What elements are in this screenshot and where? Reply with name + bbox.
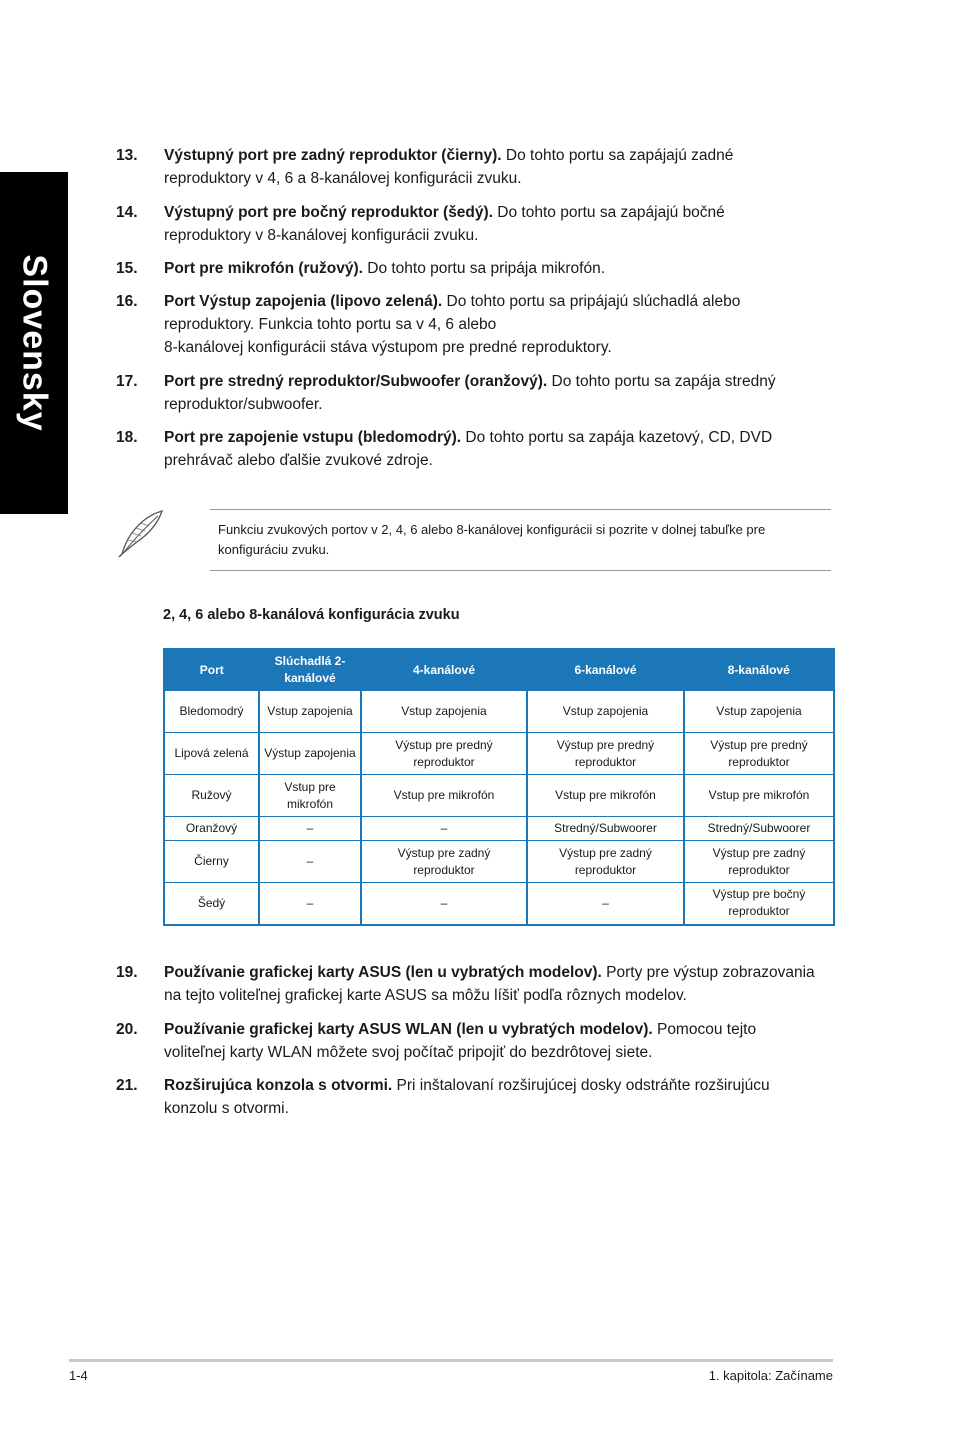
- table-cell: Čierny: [164, 841, 259, 883]
- table-cell: Stredný/Subwoorer: [527, 817, 684, 841]
- table-cell: –: [259, 883, 361, 925]
- table-cell: –: [259, 841, 361, 883]
- list-item-15: [116, 257, 816, 280]
- table-cell: Vstup zapojenia: [259, 691, 361, 733]
- table-cell: –: [527, 883, 684, 925]
- item-text: Do tohto portu sa zapája kazetový, CD, DVD prehrávač alebo ďalšie zvukové zdroje.: [164, 429, 773, 469]
- item-text: Pri inštalovaní rozširujúcej dosky odstráňte rozširujúcu konzolu s otvormi.: [164, 1077, 770, 1117]
- header-2ch: Slúchadlá 2-kanálové: [259, 649, 361, 691]
- list-item-19: [116, 961, 816, 1007]
- table-cell: Vstup zapojenia: [684, 691, 834, 733]
- table-row: [164, 883, 834, 925]
- table-cell: Výstup pre predný reproduktor: [527, 733, 684, 775]
- header-6ch: 6-kanálové: [527, 649, 684, 691]
- header-4ch: 4-kanálové: [361, 649, 527, 691]
- item-title: Port pre stredný reproduktor/Subwoofer (oranžový).: [164, 373, 548, 390]
- item-title: Používanie grafickej karty ASUS WLAN (len u vybratých modelov).: [164, 1021, 653, 1038]
- table-cell: Výstup pre zadný reproduktor: [684, 841, 834, 883]
- header-port: Port: [164, 649, 259, 691]
- table-cell: –: [361, 883, 527, 925]
- language-side-tab: [0, 172, 68, 514]
- table-cell: Ružový: [164, 775, 259, 817]
- table-cell: Vstup zapojenia: [361, 691, 527, 733]
- page-number: 1-4: [69, 1368, 88, 1383]
- table-cell: Výstup zapojenia: [259, 733, 361, 775]
- item-text-line2: 8-kanálovej konfigurácii stáva výstupom pre predné reproduktory.: [164, 339, 612, 356]
- list-item-13: [116, 144, 816, 190]
- item-title: Port pre mikrofón (ružový).: [164, 260, 363, 277]
- table-cell: Vstup pre mikrofón: [527, 775, 684, 817]
- table-cell: Vstup pre mikrofón: [361, 775, 527, 817]
- table-cell: Vstup pre mikrofón: [259, 775, 361, 817]
- list-item-17: [116, 370, 816, 416]
- list-item-20: [116, 1018, 816, 1064]
- item-text: Pomocou tejto voliteľnej karty WLAN môžete svoj počítač pripojiť do bezdrôtovej siete.: [164, 1021, 757, 1061]
- audio-config-table: [163, 648, 835, 926]
- item-number: 15.: [116, 260, 138, 277]
- chapter-title: 1. kapitola: Začíname: [708, 1368, 833, 1383]
- feather-pen-icon: [114, 509, 166, 559]
- table-cell: Výstup pre zadný reproduktor: [361, 841, 527, 883]
- list-item-16: [116, 290, 816, 359]
- table-cell: Bledomodrý: [164, 691, 259, 733]
- item-title: Rozširujúca konzola s otvormi.: [164, 1077, 393, 1094]
- table-cell: Oranžový: [164, 817, 259, 841]
- table-cell: –: [361, 817, 527, 841]
- item-title: Výstupný port pre bočný reproduktor (šedý).: [164, 204, 493, 221]
- table-cell: Výstup pre predný reproduktor: [684, 733, 834, 775]
- table-cell: Vstup zapojenia: [527, 691, 684, 733]
- table-cell: Výstup pre zadný reproduktor: [527, 841, 684, 883]
- item-title: Používanie grafickej karty ASUS (len u vybratých modelov).: [164, 964, 602, 981]
- item-text: Porty pre výstup zobrazovania na tejto voliteľnej grafickej karte ASUS sa môžu líšiť podľa rôznych modelov.: [164, 964, 815, 1004]
- item-number: 16.: [116, 293, 138, 310]
- item-number: 20.: [116, 1021, 138, 1038]
- item-text: Do tohto portu sa pripájajú slúchadlá alebo reproduktory. Funkcia tohto portu sa v 4, 6 alebo: [164, 293, 741, 333]
- item-number: 19.: [116, 964, 138, 981]
- table-row: [164, 841, 834, 883]
- note-box: [210, 509, 831, 571]
- item-title: Port Výstup zapojenia (lipovo zelená).: [164, 293, 443, 310]
- list-item-21: [116, 1074, 816, 1120]
- table-title: 2, 4, 6 alebo 8-kanálová konfigurácia zvuku: [163, 607, 460, 623]
- table-cell: Vstup pre mikrofón: [684, 775, 834, 817]
- table-cell: –: [259, 817, 361, 841]
- item-text: Do tohto portu sa zapája stredný reproduktor/subwoofer.: [164, 373, 776, 413]
- table-row: [164, 775, 834, 817]
- table-row: [164, 817, 834, 841]
- item-text: Do tohto portu sa pripája mikrofón.: [362, 260, 606, 277]
- table-cell: Výstup pre bočný reproduktor: [684, 883, 834, 925]
- header-8ch: 8-kanálové: [684, 649, 834, 691]
- item-number: 14.: [116, 204, 138, 221]
- list-item-14: [116, 201, 816, 247]
- item-number: 17.: [116, 373, 138, 390]
- table-header-row: [164, 649, 834, 691]
- item-text: Do tohto portu sa zapájajú zadné reproduktory v 4, 6 a 8-kanálovej konfigurácii zvuku.: [164, 147, 734, 187]
- item-number: 18.: [116, 429, 138, 446]
- item-text: Do tohto portu sa zapájajú bočné reproduktory v 8-kanálovej konfigurácii zvuku.: [164, 204, 725, 244]
- table-cell: Lipová zelená: [164, 733, 259, 775]
- item-number: 21.: [116, 1077, 138, 1094]
- table-cell: Výstup pre predný reproduktor: [361, 733, 527, 775]
- footer-divider: [69, 1359, 833, 1362]
- table-cell: Šedý: [164, 883, 259, 925]
- language-label: Slovensky: [15, 254, 54, 432]
- table-cell: Stredný/Subwoorer: [684, 817, 834, 841]
- item-title: Port pre zapojenie vstupu (bledomodrý).: [164, 429, 462, 446]
- item-number: 13.: [116, 147, 138, 164]
- list-item-18: [116, 426, 816, 472]
- table-row: [164, 691, 834, 733]
- note-text: Funkciu zvukových portov v 2, 4, 6 alebo 8-kanálovej konfigurácii si pozrite v dolnej tabuľke pre konfiguráciu zvuku.: [218, 522, 766, 557]
- table-row: [164, 733, 834, 775]
- item-title: Výstupný port pre zadný reproduktor (čierny).: [164, 147, 502, 164]
